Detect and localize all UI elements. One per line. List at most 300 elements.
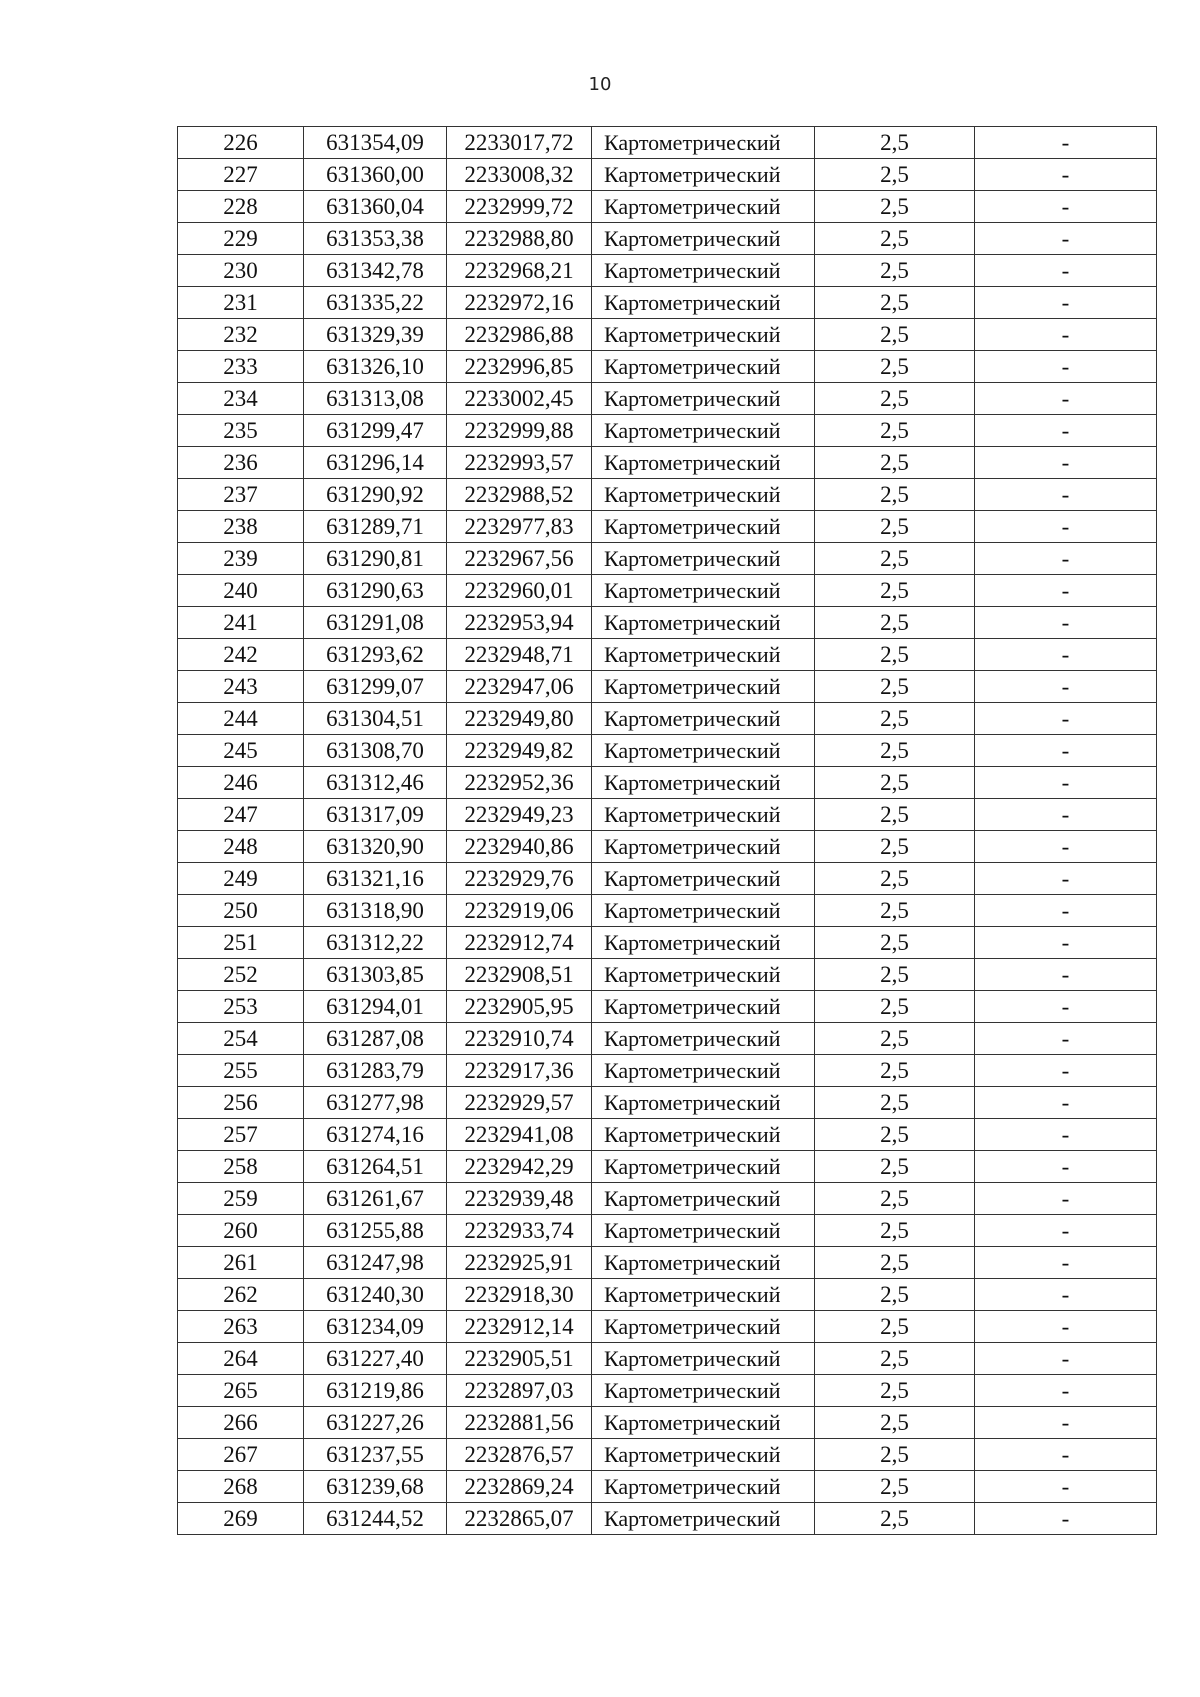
note-cell: - xyxy=(975,415,1157,447)
point-number-cell: 237 xyxy=(178,479,304,511)
note-cell: - xyxy=(975,991,1157,1023)
method-cell: Картометрический xyxy=(592,607,815,639)
table-row xyxy=(178,1503,1157,1535)
note-cell: - xyxy=(975,287,1157,319)
note-cell: - xyxy=(975,831,1157,863)
note-cell: - xyxy=(975,799,1157,831)
table-row xyxy=(178,415,1157,447)
point-number-cell: 265 xyxy=(178,1375,304,1407)
x-coordinate-cell: 631360,04 xyxy=(304,191,447,223)
note-cell: - xyxy=(975,735,1157,767)
note-cell: - xyxy=(975,1215,1157,1247)
point-number-cell: 250 xyxy=(178,895,304,927)
accuracy-cell: 2,5 xyxy=(815,831,975,863)
method-cell: Картометрический xyxy=(592,191,815,223)
point-number-cell: 243 xyxy=(178,671,304,703)
point-number-cell: 226 xyxy=(178,127,304,159)
point-number-cell: 246 xyxy=(178,767,304,799)
table-row xyxy=(178,1439,1157,1471)
table-row xyxy=(178,383,1157,415)
table-row xyxy=(178,1087,1157,1119)
note-cell: - xyxy=(975,511,1157,543)
method-cell: Картометрический xyxy=(592,671,815,703)
table-row xyxy=(178,895,1157,927)
point-number-cell: 253 xyxy=(178,991,304,1023)
y-coordinate-cell: 2232918,30 xyxy=(447,1279,592,1311)
point-number-cell: 256 xyxy=(178,1087,304,1119)
y-coordinate-cell: 2232999,72 xyxy=(447,191,592,223)
note-cell: - xyxy=(975,1119,1157,1151)
x-coordinate-cell: 631294,01 xyxy=(304,991,447,1023)
accuracy-cell: 2,5 xyxy=(815,287,975,319)
note-cell: - xyxy=(975,703,1157,735)
y-coordinate-cell: 2232960,01 xyxy=(447,575,592,607)
x-coordinate-cell: 631219,86 xyxy=(304,1375,447,1407)
coordinates-table-body xyxy=(178,127,1157,1535)
note-cell: - xyxy=(975,127,1157,159)
table-row xyxy=(178,287,1157,319)
accuracy-cell: 2,5 xyxy=(815,607,975,639)
note-cell: - xyxy=(975,927,1157,959)
method-cell: Картометрический xyxy=(592,383,815,415)
y-coordinate-cell: 2232977,83 xyxy=(447,511,592,543)
method-cell: Картометрический xyxy=(592,831,815,863)
x-coordinate-cell: 631342,78 xyxy=(304,255,447,287)
table-row xyxy=(178,1023,1157,1055)
note-cell: - xyxy=(975,351,1157,383)
table-row xyxy=(178,863,1157,895)
y-coordinate-cell: 2232999,88 xyxy=(447,415,592,447)
method-cell: Картометрический xyxy=(592,863,815,895)
y-coordinate-cell: 2232949,23 xyxy=(447,799,592,831)
point-number-cell: 238 xyxy=(178,511,304,543)
method-cell: Картометрический xyxy=(592,479,815,511)
method-cell: Картометрический xyxy=(592,991,815,1023)
y-coordinate-cell: 2232940,86 xyxy=(447,831,592,863)
x-coordinate-cell: 631291,08 xyxy=(304,607,447,639)
method-cell: Картометрический xyxy=(592,447,815,479)
accuracy-cell: 2,5 xyxy=(815,351,975,383)
point-number-cell: 240 xyxy=(178,575,304,607)
y-coordinate-cell: 2233008,32 xyxy=(447,159,592,191)
table-row xyxy=(178,1375,1157,1407)
point-number-cell: 267 xyxy=(178,1439,304,1471)
note-cell: - xyxy=(975,223,1157,255)
accuracy-cell: 2,5 xyxy=(815,895,975,927)
table-row xyxy=(178,447,1157,479)
method-cell: Картометрический xyxy=(592,511,815,543)
y-coordinate-cell: 2232996,85 xyxy=(447,351,592,383)
note-cell: - xyxy=(975,1375,1157,1407)
accuracy-cell: 2,5 xyxy=(815,863,975,895)
y-coordinate-cell: 2232947,06 xyxy=(447,671,592,703)
note-cell: - xyxy=(975,543,1157,575)
method-cell: Картометрический xyxy=(592,255,815,287)
x-coordinate-cell: 631274,16 xyxy=(304,1119,447,1151)
note-cell: - xyxy=(975,159,1157,191)
y-coordinate-cell: 2232939,48 xyxy=(447,1183,592,1215)
accuracy-cell: 2,5 xyxy=(815,383,975,415)
note-cell: - xyxy=(975,447,1157,479)
table-row xyxy=(178,575,1157,607)
accuracy-cell: 2,5 xyxy=(815,223,975,255)
point-number-cell: 234 xyxy=(178,383,304,415)
accuracy-cell: 2,5 xyxy=(815,639,975,671)
y-coordinate-cell: 2233002,45 xyxy=(447,383,592,415)
method-cell: Картометрический xyxy=(592,703,815,735)
point-number-cell: 258 xyxy=(178,1151,304,1183)
note-cell: - xyxy=(975,607,1157,639)
accuracy-cell: 2,5 xyxy=(815,1503,975,1535)
point-number-cell: 231 xyxy=(178,287,304,319)
y-coordinate-cell: 2232986,88 xyxy=(447,319,592,351)
table-row xyxy=(178,1279,1157,1311)
method-cell: Картометрический xyxy=(592,1119,815,1151)
x-coordinate-cell: 631290,63 xyxy=(304,575,447,607)
table-row xyxy=(178,639,1157,671)
x-coordinate-cell: 631255,88 xyxy=(304,1215,447,1247)
method-cell: Картометрический xyxy=(592,1183,815,1215)
table-row xyxy=(178,1407,1157,1439)
y-coordinate-cell: 2232912,14 xyxy=(447,1311,592,1343)
note-cell: - xyxy=(975,1311,1157,1343)
x-coordinate-cell: 631227,26 xyxy=(304,1407,447,1439)
accuracy-cell: 2,5 xyxy=(815,319,975,351)
y-coordinate-cell: 2232917,36 xyxy=(447,1055,592,1087)
method-cell: Картометрический xyxy=(592,1151,815,1183)
method-cell: Картометрический xyxy=(592,1215,815,1247)
note-cell: - xyxy=(975,1439,1157,1471)
method-cell: Картометрический xyxy=(592,319,815,351)
point-number-cell: 263 xyxy=(178,1311,304,1343)
y-coordinate-cell: 2232876,57 xyxy=(447,1439,592,1471)
accuracy-cell: 2,5 xyxy=(815,511,975,543)
accuracy-cell: 2,5 xyxy=(815,671,975,703)
accuracy-cell: 2,5 xyxy=(815,1183,975,1215)
point-number-cell: 239 xyxy=(178,543,304,575)
note-cell: - xyxy=(975,1023,1157,1055)
note-cell: - xyxy=(975,959,1157,991)
accuracy-cell: 2,5 xyxy=(815,543,975,575)
x-coordinate-cell: 631326,10 xyxy=(304,351,447,383)
note-cell: - xyxy=(975,895,1157,927)
note-cell: - xyxy=(975,1087,1157,1119)
x-coordinate-cell: 631304,51 xyxy=(304,703,447,735)
note-cell: - xyxy=(975,671,1157,703)
accuracy-cell: 2,5 xyxy=(815,1023,975,1055)
method-cell: Картометрический xyxy=(592,1471,815,1503)
table-row xyxy=(178,1247,1157,1279)
x-coordinate-cell: 631360,00 xyxy=(304,159,447,191)
x-coordinate-cell: 631237,55 xyxy=(304,1439,447,1471)
table-row xyxy=(178,351,1157,383)
note-cell: - xyxy=(975,1471,1157,1503)
note-cell: - xyxy=(975,575,1157,607)
point-number-cell: 249 xyxy=(178,863,304,895)
method-cell: Картометрический xyxy=(592,1055,815,1087)
accuracy-cell: 2,5 xyxy=(815,447,975,479)
y-coordinate-cell: 2232908,51 xyxy=(447,959,592,991)
method-cell: Картометрический xyxy=(592,959,815,991)
x-coordinate-cell: 631247,98 xyxy=(304,1247,447,1279)
point-number-cell: 230 xyxy=(178,255,304,287)
x-coordinate-cell: 631308,70 xyxy=(304,735,447,767)
accuracy-cell: 2,5 xyxy=(815,127,975,159)
y-coordinate-cell: 2232865,07 xyxy=(447,1503,592,1535)
point-number-cell: 255 xyxy=(178,1055,304,1087)
y-coordinate-cell: 2232919,06 xyxy=(447,895,592,927)
accuracy-cell: 2,5 xyxy=(815,191,975,223)
table-row xyxy=(178,1311,1157,1343)
y-coordinate-cell: 2232933,74 xyxy=(447,1215,592,1247)
y-coordinate-cell: 2232912,74 xyxy=(447,927,592,959)
method-cell: Картометрический xyxy=(592,767,815,799)
point-number-cell: 229 xyxy=(178,223,304,255)
point-number-cell: 264 xyxy=(178,1343,304,1375)
y-coordinate-cell: 2232967,56 xyxy=(447,543,592,575)
y-coordinate-cell: 2232993,57 xyxy=(447,447,592,479)
point-number-cell: 262 xyxy=(178,1279,304,1311)
x-coordinate-cell: 631277,98 xyxy=(304,1087,447,1119)
y-coordinate-cell: 2232910,74 xyxy=(447,1023,592,1055)
x-coordinate-cell: 631320,90 xyxy=(304,831,447,863)
x-coordinate-cell: 631240,30 xyxy=(304,1279,447,1311)
table-row xyxy=(178,607,1157,639)
point-number-cell: 244 xyxy=(178,703,304,735)
method-cell: Картометрический xyxy=(592,159,815,191)
note-cell: - xyxy=(975,1183,1157,1215)
note-cell: - xyxy=(975,639,1157,671)
x-coordinate-cell: 631296,14 xyxy=(304,447,447,479)
point-number-cell: 260 xyxy=(178,1215,304,1247)
note-cell: - xyxy=(975,479,1157,511)
point-number-cell: 232 xyxy=(178,319,304,351)
table-row xyxy=(178,1215,1157,1247)
accuracy-cell: 2,5 xyxy=(815,159,975,191)
x-coordinate-cell: 631227,40 xyxy=(304,1343,447,1375)
x-coordinate-cell: 631299,07 xyxy=(304,671,447,703)
note-cell: - xyxy=(975,1343,1157,1375)
accuracy-cell: 2,5 xyxy=(815,735,975,767)
accuracy-cell: 2,5 xyxy=(815,1311,975,1343)
point-number-cell: 261 xyxy=(178,1247,304,1279)
x-coordinate-cell: 631312,22 xyxy=(304,927,447,959)
table-row xyxy=(178,511,1157,543)
accuracy-cell: 2,5 xyxy=(815,927,975,959)
accuracy-cell: 2,5 xyxy=(815,255,975,287)
table-row xyxy=(178,1471,1157,1503)
y-coordinate-cell: 2232949,80 xyxy=(447,703,592,735)
point-number-cell: 259 xyxy=(178,1183,304,1215)
x-coordinate-cell: 631313,08 xyxy=(304,383,447,415)
accuracy-cell: 2,5 xyxy=(815,1279,975,1311)
method-cell: Картометрический xyxy=(592,1279,815,1311)
y-coordinate-cell: 2232988,52 xyxy=(447,479,592,511)
accuracy-cell: 2,5 xyxy=(815,479,975,511)
table-row xyxy=(178,255,1157,287)
y-coordinate-cell: 2232953,94 xyxy=(447,607,592,639)
table-row xyxy=(178,767,1157,799)
note-cell: - xyxy=(975,863,1157,895)
point-number-cell: 236 xyxy=(178,447,304,479)
method-cell: Картометрический xyxy=(592,351,815,383)
method-cell: Картометрический xyxy=(592,799,815,831)
table-row xyxy=(178,671,1157,703)
method-cell: Картометрический xyxy=(592,1503,815,1535)
accuracy-cell: 2,5 xyxy=(815,1343,975,1375)
accuracy-cell: 2,5 xyxy=(815,575,975,607)
y-coordinate-cell: 2232869,24 xyxy=(447,1471,592,1503)
x-coordinate-cell: 631290,81 xyxy=(304,543,447,575)
method-cell: Картометрический xyxy=(592,1407,815,1439)
note-cell: - xyxy=(975,255,1157,287)
page-number: 10 xyxy=(588,74,612,95)
method-cell: Картометрический xyxy=(592,1023,815,1055)
table-row xyxy=(178,927,1157,959)
method-cell: Картометрический xyxy=(592,575,815,607)
x-coordinate-cell: 631317,09 xyxy=(304,799,447,831)
y-coordinate-cell: 2232905,95 xyxy=(447,991,592,1023)
accuracy-cell: 2,5 xyxy=(815,799,975,831)
note-cell: - xyxy=(975,1279,1157,1311)
x-coordinate-cell: 631283,79 xyxy=(304,1055,447,1087)
accuracy-cell: 2,5 xyxy=(815,1439,975,1471)
x-coordinate-cell: 631287,08 xyxy=(304,1023,447,1055)
point-number-cell: 233 xyxy=(178,351,304,383)
x-coordinate-cell: 631312,46 xyxy=(304,767,447,799)
x-coordinate-cell: 631329,39 xyxy=(304,319,447,351)
table-row xyxy=(178,735,1157,767)
method-cell: Картометрический xyxy=(592,1343,815,1375)
accuracy-cell: 2,5 xyxy=(815,1375,975,1407)
point-number-cell: 242 xyxy=(178,639,304,671)
table-row xyxy=(178,319,1157,351)
x-coordinate-cell: 631264,51 xyxy=(304,1151,447,1183)
y-coordinate-cell: 2232905,51 xyxy=(447,1343,592,1375)
y-coordinate-cell: 2232988,80 xyxy=(447,223,592,255)
table-row xyxy=(178,799,1157,831)
method-cell: Картометрический xyxy=(592,223,815,255)
table-row xyxy=(178,1119,1157,1151)
note-cell: - xyxy=(975,383,1157,415)
accuracy-cell: 2,5 xyxy=(815,1119,975,1151)
table-row xyxy=(178,1183,1157,1215)
accuracy-cell: 2,5 xyxy=(815,1055,975,1087)
note-cell: - xyxy=(975,191,1157,223)
table-row xyxy=(178,479,1157,511)
method-cell: Картометрический xyxy=(592,1375,815,1407)
y-coordinate-cell: 2232972,16 xyxy=(447,287,592,319)
y-coordinate-cell: 2232897,03 xyxy=(447,1375,592,1407)
method-cell: Картометрический xyxy=(592,1439,815,1471)
x-coordinate-cell: 631234,09 xyxy=(304,1311,447,1343)
x-coordinate-cell: 631239,68 xyxy=(304,1471,447,1503)
x-coordinate-cell: 631335,22 xyxy=(304,287,447,319)
point-number-cell: 248 xyxy=(178,831,304,863)
table-row xyxy=(178,159,1157,191)
point-number-cell: 254 xyxy=(178,1023,304,1055)
table-row xyxy=(178,959,1157,991)
point-number-cell: 235 xyxy=(178,415,304,447)
accuracy-cell: 2,5 xyxy=(815,703,975,735)
note-cell: - xyxy=(975,1503,1157,1535)
table-row xyxy=(178,223,1157,255)
x-coordinate-cell: 631244,52 xyxy=(304,1503,447,1535)
y-coordinate-cell: 2232968,21 xyxy=(447,255,592,287)
method-cell: Картометрический xyxy=(592,1247,815,1279)
accuracy-cell: 2,5 xyxy=(815,959,975,991)
table-row xyxy=(178,703,1157,735)
point-number-cell: 266 xyxy=(178,1407,304,1439)
accuracy-cell: 2,5 xyxy=(815,1215,975,1247)
point-number-cell: 268 xyxy=(178,1471,304,1503)
point-number-cell: 247 xyxy=(178,799,304,831)
x-coordinate-cell: 631321,16 xyxy=(304,863,447,895)
table-row xyxy=(178,127,1157,159)
x-coordinate-cell: 631354,09 xyxy=(304,127,447,159)
x-coordinate-cell: 631318,90 xyxy=(304,895,447,927)
point-number-cell: 228 xyxy=(178,191,304,223)
x-coordinate-cell: 631299,47 xyxy=(304,415,447,447)
y-coordinate-cell: 2232929,76 xyxy=(447,863,592,895)
table-row xyxy=(178,991,1157,1023)
point-number-cell: 257 xyxy=(178,1119,304,1151)
accuracy-cell: 2,5 xyxy=(815,415,975,447)
table-row xyxy=(178,1151,1157,1183)
method-cell: Картометрический xyxy=(592,895,815,927)
note-cell: - xyxy=(975,767,1157,799)
y-coordinate-cell: 2232929,57 xyxy=(447,1087,592,1119)
x-coordinate-cell: 631290,92 xyxy=(304,479,447,511)
note-cell: - xyxy=(975,319,1157,351)
y-coordinate-cell: 2232925,91 xyxy=(447,1247,592,1279)
accuracy-cell: 2,5 xyxy=(815,1407,975,1439)
point-number-cell: 245 xyxy=(178,735,304,767)
method-cell: Картометрический xyxy=(592,415,815,447)
x-coordinate-cell: 631303,85 xyxy=(304,959,447,991)
method-cell: Картометрический xyxy=(592,287,815,319)
method-cell: Картометрический xyxy=(592,1311,815,1343)
y-coordinate-cell: 2232881,56 xyxy=(447,1407,592,1439)
accuracy-cell: 2,5 xyxy=(815,1087,975,1119)
point-number-cell: 241 xyxy=(178,607,304,639)
table-row xyxy=(178,543,1157,575)
x-coordinate-cell: 631261,67 xyxy=(304,1183,447,1215)
y-coordinate-cell: 2232942,29 xyxy=(447,1151,592,1183)
accuracy-cell: 2,5 xyxy=(815,767,975,799)
y-coordinate-cell: 2232941,08 xyxy=(447,1119,592,1151)
y-coordinate-cell: 2232949,82 xyxy=(447,735,592,767)
table-row xyxy=(178,1055,1157,1087)
method-cell: Картометрический xyxy=(592,127,815,159)
method-cell: Картометрический xyxy=(592,543,815,575)
accuracy-cell: 2,5 xyxy=(815,1247,975,1279)
accuracy-cell: 2,5 xyxy=(815,1471,975,1503)
y-coordinate-cell: 2232948,71 xyxy=(447,639,592,671)
note-cell: - xyxy=(975,1407,1157,1439)
x-coordinate-cell: 631289,71 xyxy=(304,511,447,543)
method-cell: Картометрический xyxy=(592,735,815,767)
x-coordinate-cell: 631353,38 xyxy=(304,223,447,255)
table-row xyxy=(178,831,1157,863)
coordinates-table xyxy=(177,126,1157,1535)
note-cell: - xyxy=(975,1151,1157,1183)
point-number-cell: 269 xyxy=(178,1503,304,1535)
point-number-cell: 227 xyxy=(178,159,304,191)
y-coordinate-cell: 2233017,72 xyxy=(447,127,592,159)
y-coordinate-cell: 2232952,36 xyxy=(447,767,592,799)
point-number-cell: 252 xyxy=(178,959,304,991)
